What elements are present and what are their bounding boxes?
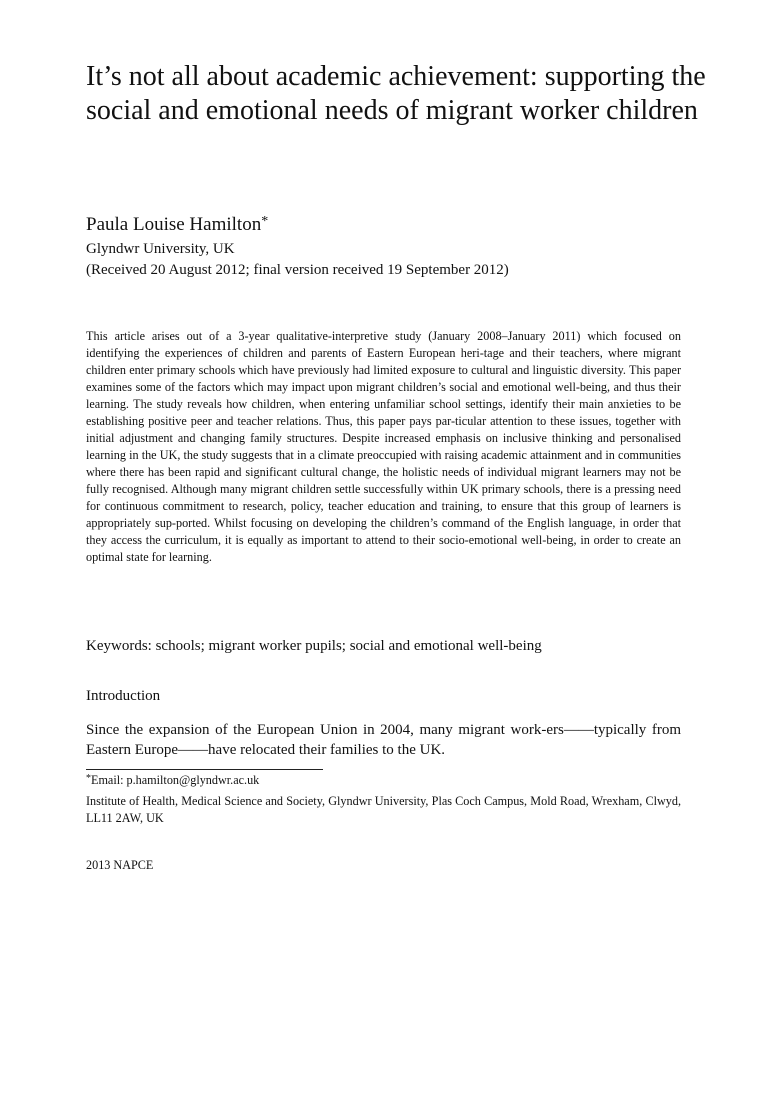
abstract: This article arises out of a 3-year qualitative-interpretive study (January 2008–January 2011) which focused on identifying the experiences of children and parents of Eastern European heri-tage and their teachers, where migrant children enter primary schools which have previously had limited exposure to cultural and linguistic diversity. This paper examines some of the factors which may impact upon migrant children’s social and emotional well-being, and thus their learning. The study reveals how children, when entering unfamiliar school settings, identify their main anxieties to be establishing positive peer and teacher relations. Thus, this paper pays par-ticular attention to these issues, together with initial adjustment and changing family structures. Despite increased emphasis on inclusive thinking and personalised learning in the UK, the study suggests that in a climate preoccupied with raising academic attainment and in communities where there has been rapid and significant cultural change, the holistic needs of individual migrant learners may not be fully recognised. Although many migrant children settle successfully within UK primary schools, there is a pressing need for continuous commitment to research, policy, teacher education and training, to ensure that this group of learners is appropriately sup-ported. Whilst focusing on developing the children’s command of the English language, in order that they access the curriculum, it is equally as important to attend to their socio-emotional well-being, in order to create an optimal state for learning. <box>86 329 681 564</box>
received-dates: (Received 20 August 2012; final version received 19 September 2012) <box>86 262 509 278</box>
footnote-divider <box>86 769 323 770</box>
footnote-email <box>86 772 259 789</box>
paper-title: It’s not all about academic achievement: supporting the social and emotional needs of migrant worker children <box>86 61 706 126</box>
footnote-marker: * <box>86 773 91 784</box>
author-name-text: Paula Louise Hamilton <box>86 214 262 235</box>
footnote-address: Institute of Health, Medical Science and Society, Glyndwr University, Plas Coch Campus, Mold Road, Wrexham, Clwyd, LL11 2AW, UK <box>86 794 681 825</box>
keywords: Keywords: schools; migrant worker pupils; social and emotional well-being <box>86 638 542 654</box>
author-footnote-marker: * <box>261 214 269 229</box>
section-heading-introduction: Introduction <box>86 688 161 704</box>
author-name <box>86 213 268 237</box>
footnote-email-text: Email: p.hamilton@glyndwr.ac.uk <box>91 773 260 787</box>
author-affiliation: Glyndwr University, UK <box>86 241 235 257</box>
introduction-paragraph: Since the expansion of the European Union in 2004, many migrant work-ers——typically from Eastern Europe——have relocated their families to the UK. <box>86 722 681 758</box>
copyright-notice: 2013 NAPCE <box>86 858 154 872</box>
